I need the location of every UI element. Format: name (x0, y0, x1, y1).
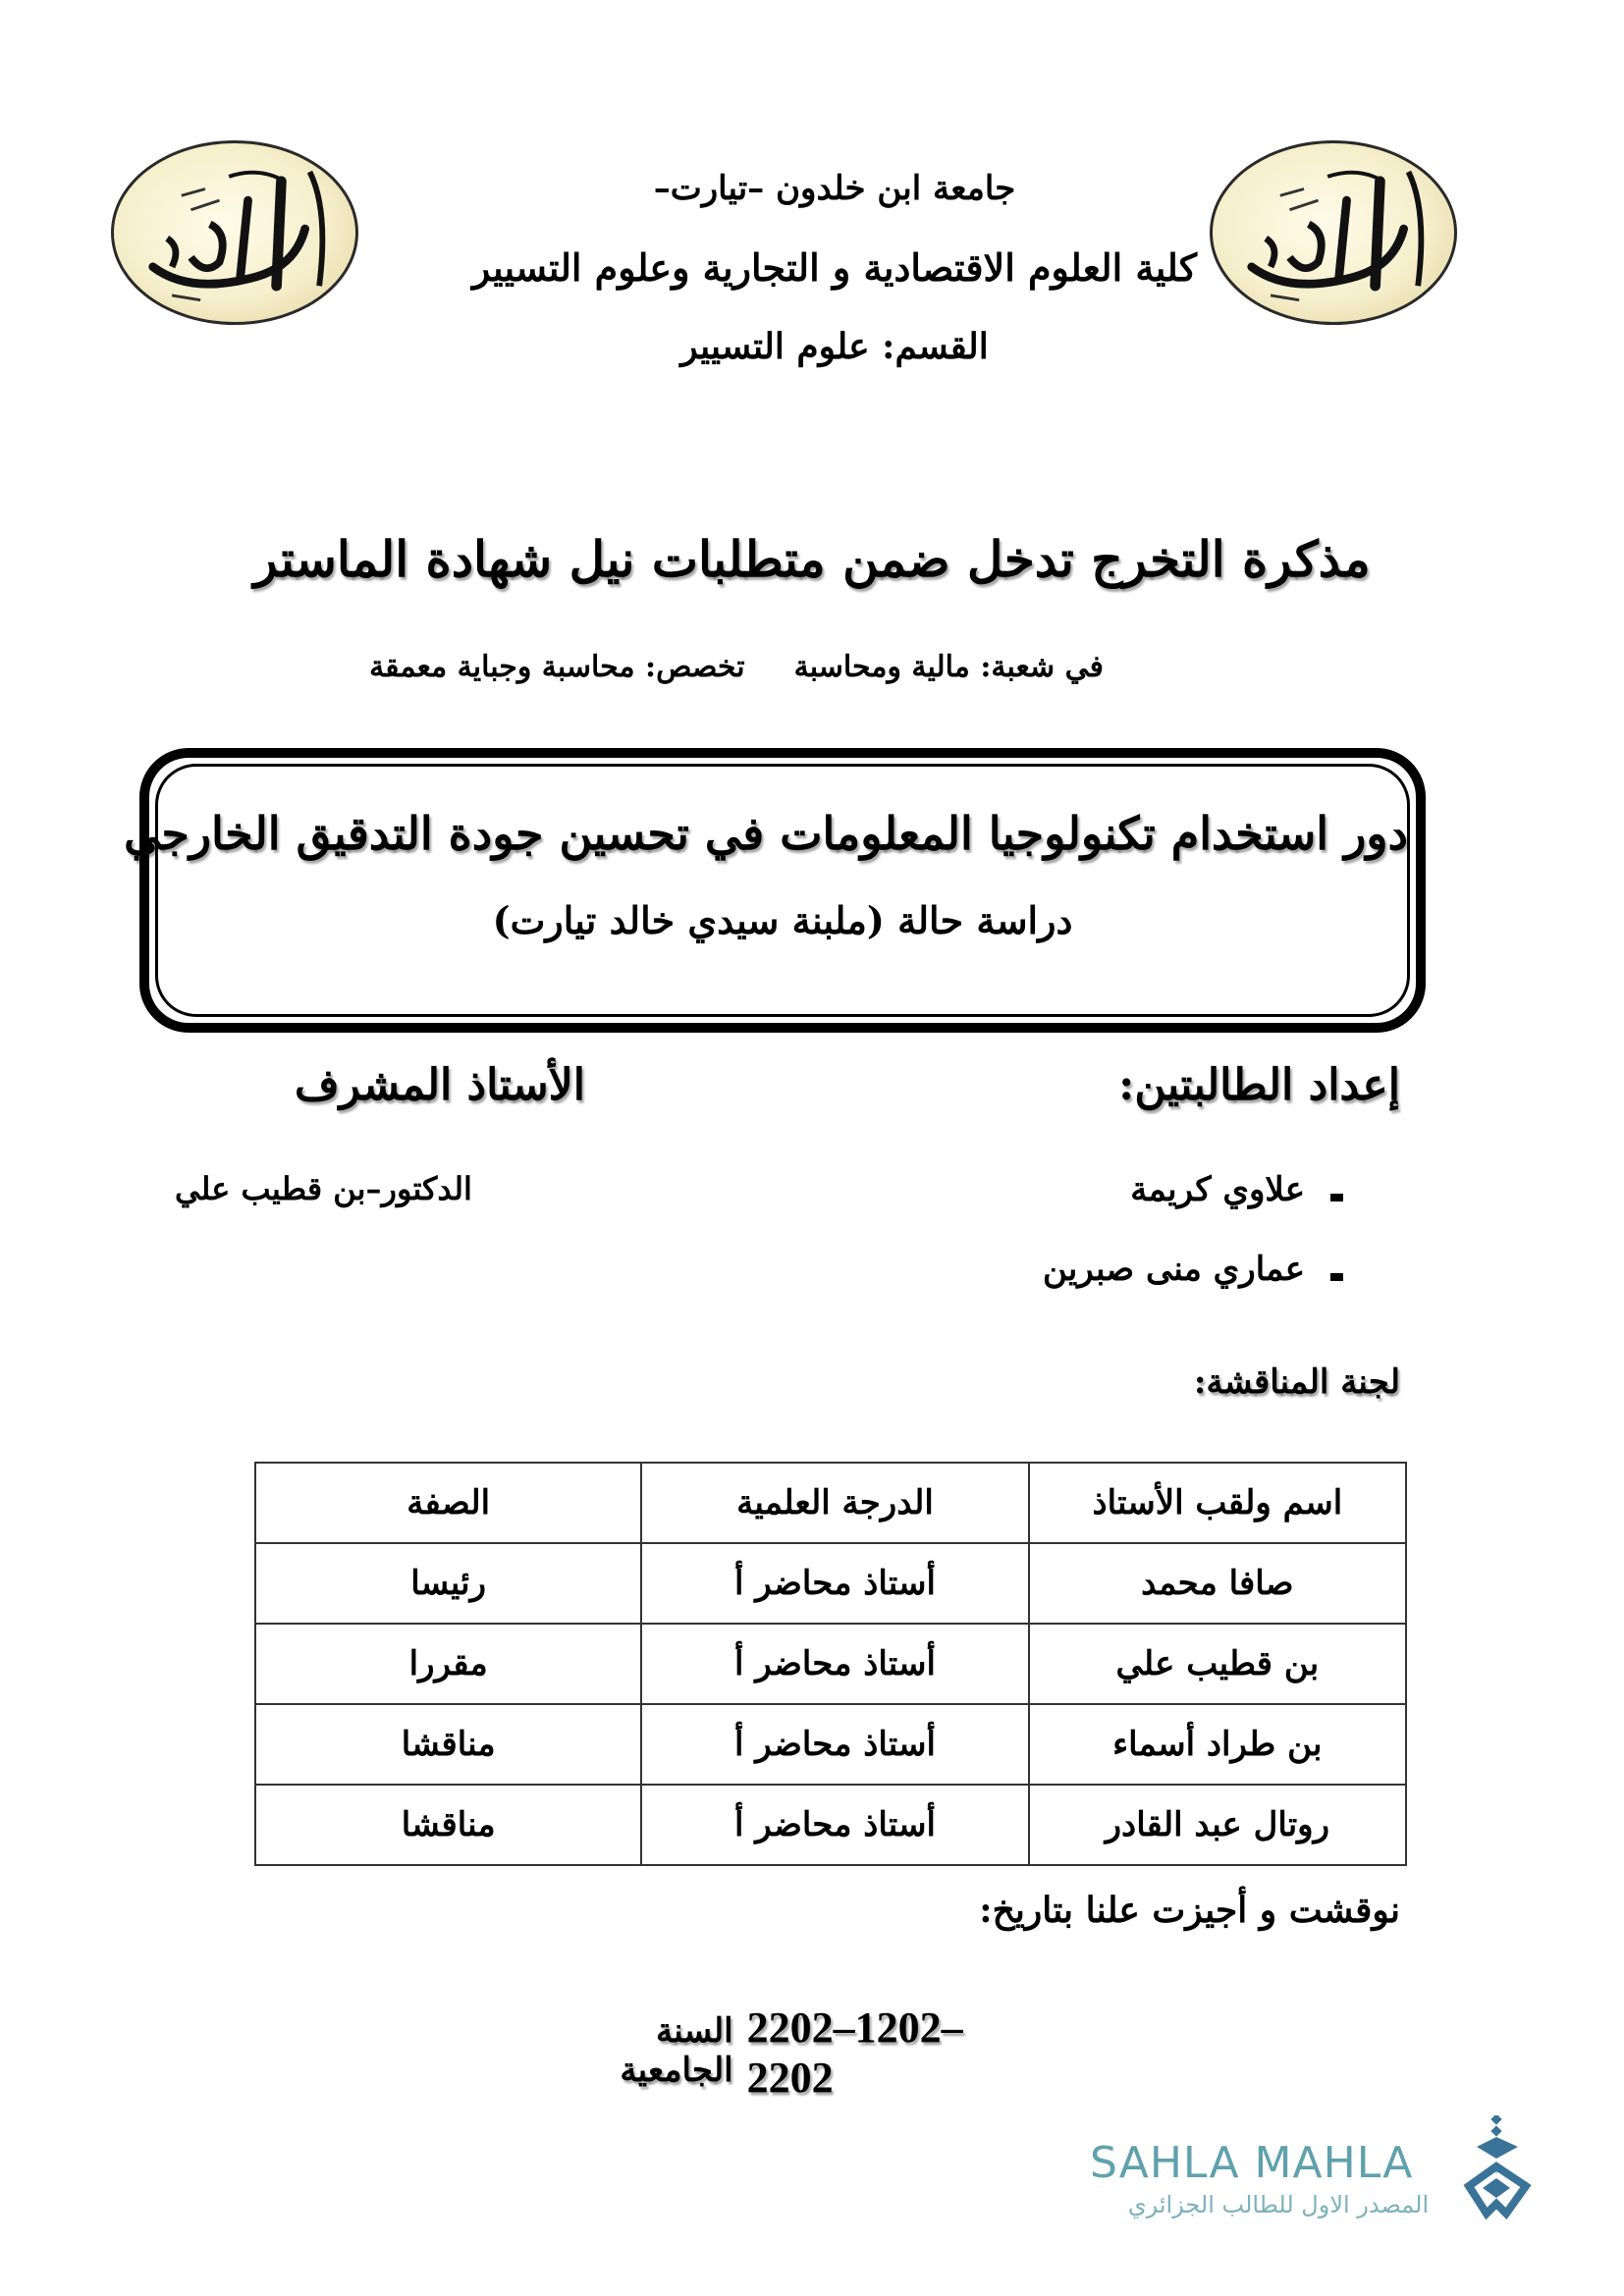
title-box-inner-border (124, 764, 1410, 1017)
department-name: القسم: علوم التسيير (680, 326, 989, 367)
university-name: جامعة ابن خلدون –تيارت– (653, 169, 1016, 208)
member-rank: أستاذ محاضر أ (641, 1624, 1028, 1704)
watermark-brand: SAHLA MAHLA (1090, 2138, 1414, 2188)
member-name: روتال عبد القادر (1029, 1785, 1406, 1865)
supervisor-heading: الأستاذ المشرف (295, 1060, 585, 1110)
column-header: اسم ولقب الأستاذ (1029, 1463, 1406, 1543)
column-header: الصفة (255, 1463, 641, 1543)
supervisor-name: الدكتور–بن قطيب علي (175, 1170, 472, 1207)
student-name: عماري منى صبرين (1042, 1250, 1305, 1289)
defense-date-line: نوقشت و أجيزت علنا بتاريخ: (979, 1890, 1400, 1931)
specialty-label: تخصص: محاسبة وجباية معمقة (369, 650, 745, 684)
table-header-row (255, 1463, 1406, 1543)
member-name: بن قطيب علي (1029, 1624, 1406, 1704)
committee-heading: لجنة المناقشة: (1193, 1362, 1400, 1402)
branch-label: في شعبة: مالية ومحاسبة (793, 650, 1104, 684)
member-name: صافا محمد (1029, 1543, 1406, 1624)
watermark-tagline: المصدر الاول للطالب الجزائري (1127, 2191, 1430, 2218)
sahla-mahla-logo-icon (1463, 2115, 1532, 2223)
thesis-title: دور استخدام تكنولوجيا المعلومات في تحسين جودة التدقيق الخارجي (124, 807, 1408, 860)
member-role: مناقشا (255, 1785, 641, 1865)
students-heading: إعداد الطالبتين: (1118, 1060, 1400, 1110)
bullet-icon (1330, 1194, 1343, 1201)
table-row (255, 1785, 1406, 1865)
member-role: رئيسا (255, 1543, 641, 1624)
member-rank: أستاذ محاضر أ (641, 1785, 1028, 1865)
member-role: مناقشا (255, 1704, 641, 1785)
branch-specialty (295, 650, 1178, 699)
column-header: الدرجة العلمية (641, 1463, 1028, 1543)
academic-year-value: 2202–1202–2202 (746, 2003, 963, 2102)
member-role: مقررا (255, 1624, 641, 1704)
committee-table (254, 1462, 1407, 1866)
academic-year (550, 2002, 1021, 2102)
faculty-name: كلية العلوم الاقتصادية و التجارية وعلوم التسيير (472, 245, 1197, 290)
thesis-subtitle: دراسة حالة (ملبنة سيدي خالد تيارت) (492, 898, 1073, 942)
student-name: علاوي كريمة (1130, 1170, 1305, 1209)
thesis-title-box (124, 748, 1426, 1033)
calligraphy-logo-icon (114, 143, 355, 322)
bullet-icon (1330, 1273, 1343, 1281)
table-row (255, 1543, 1406, 1624)
thesis-type: مذكرة التخرج تدخل ضمن متطلبات نيل شهادة الماستر (253, 530, 1371, 588)
table-row (255, 1704, 1406, 1785)
member-name: بن طراد أسماء (1029, 1704, 1406, 1785)
university-logo-left (111, 140, 358, 325)
academic-year-label: السنة الجامعية (620, 2011, 733, 2090)
table-row (255, 1624, 1406, 1704)
member-rank: أستاذ محاضر أ (641, 1704, 1028, 1785)
member-rank: أستاذ محاضر أ (641, 1543, 1028, 1624)
